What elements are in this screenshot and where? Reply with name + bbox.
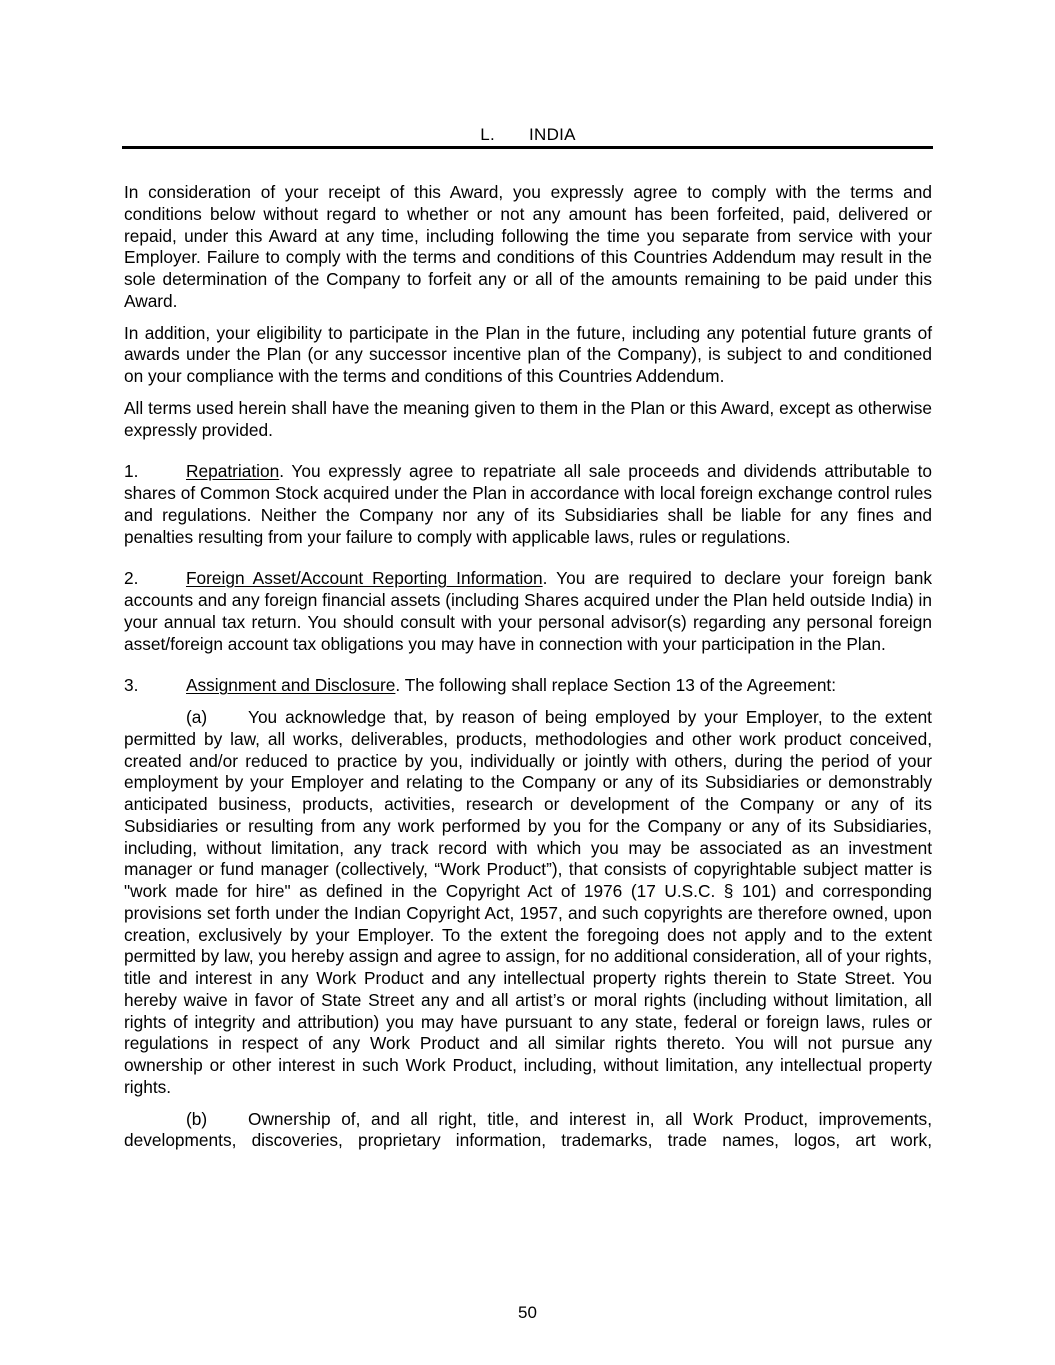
section-3-title: Assignment and Disclosure [186,675,396,696]
section-1 [124,461,932,548]
subsection-a [124,707,932,1099]
subsection-b-text: Ownership of, and all right, title, and interest in, all Work Product, improvements, developments, discoveries, proprietary information, trademarks, trade names, logos, art work, [124,1108,932,1151]
section-2-title: Foreign Asset/Account Reporting Information [186,568,543,589]
heading-number: L. [480,125,495,144]
intro-paragraph-3: All terms used herein shall have the meaning given to them in the Plan or this Award, except as otherwise expressly provided. [124,397,932,440]
subsection-a-label: (a) [186,707,208,727]
section-2-number: 2. [124,568,139,589]
section-heading [124,124,932,146]
section-3-number: 3. [124,675,139,696]
subsection-a-text: You acknowledge that, by reason of being employed by your Employer, to the extent permitted by law, all works, deliverables, products, methodologies and other work product conceived, created and/or reduced to practice by you, individually or jointly with others, during the period of your employment by your Employer and relating to the Company or any of its Subsidiaries or demonstrably anticipated business, products, activities, research or development of the Company or any of its Subsidiaries or resulting from any work performed by you for the Company or any of its Subsidiaries, including, without limitation, any track record with which you may be associated as an investment manager or fund manager (collectively, “Work Product”), that consists of copyrightable subject matter is "work made for hire" as defined in the Copyright Act of 1976 (17 U.S.C. § 101) and corresponding provisions set forth under the Indian Copyright Act, 1957, and such copyrights are therefore owned, upon creation, exclusively by your Employer. To the extent the foregoing does not apply and to the extent permitted by law, you hereby assign and agree to assign, for no additional consideration, all of your rights, title and interest in any Work Product and any intellectual property rights therein to State Street. You hereby waive in favor of State Street any and all artist’s or moral rights (including without limitation, all rights of integrity and attribution) you may have pursuant to any state, federal or foreign laws, rules or regulations in respect of any Work Product and all similar rights thereto. You will not pursue any ownership or other interest in such Work Product, including, without limitation, any intellectual property rights. [124,707,932,1097]
subsection-b [124,1109,932,1153]
document-body [124,182,932,1152]
section-2-text: . You are required to declare your foreign bank accounts and any foreign financial assets (including Shares acquired under the Plan held outside India) in your annual tax return. You should consult with your personal advisor(s) regarding any personal foreign asset/foreign account tax obligations you may have in connection with your participation in the Plan. [124,568,932,654]
page-number: 50 [518,1303,537,1322]
subsection-b-label: (b) [186,1108,208,1129]
section-1-text: . You expressly agree to repatriate all sale proceeds and dividends attributable to shares of Common Stock acquired under the Plan in accordance with local foreign exchange control rules and regulations. Neither the Company nor any of its Subsidiaries shall be liable for any fines and penalties resulting from your failure to comply with applicable laws, rules or regulations. [124,461,932,547]
section-1-number: 1. [124,461,139,482]
intro-paragraph-1: In consideration of your receipt of this Award, you expressly agree to comply with the terms and conditions below without regard to whether or not any amount has been forfeited, paid, delivered or repaid, under this Award at any time, including following the time you separate from service with your Employer. Failure to comply with the terms and conditions of this Countries Addendum may result in the sole determination of the Company to forfeit any or all of the amounts remaining to be paid under this Award. [124,182,932,311]
heading-title: INDIA [528,125,576,144]
heading-rule [122,146,933,149]
section-1-title: Repatriation [186,461,280,482]
section-3 [124,675,932,697]
section-3-text: . The following shall replace Section 13 of the Agreement: [395,675,837,696]
section-2 [124,568,932,655]
intro-paragraph-2: In addition, your eligibility to participate in the Plan in the future, including any potential future grants of awards under the Plan (or any successor incentive plan of the Company), is subject to and conditioned on your compliance with the terms and conditions of this Countries Addendum. [124,322,932,386]
